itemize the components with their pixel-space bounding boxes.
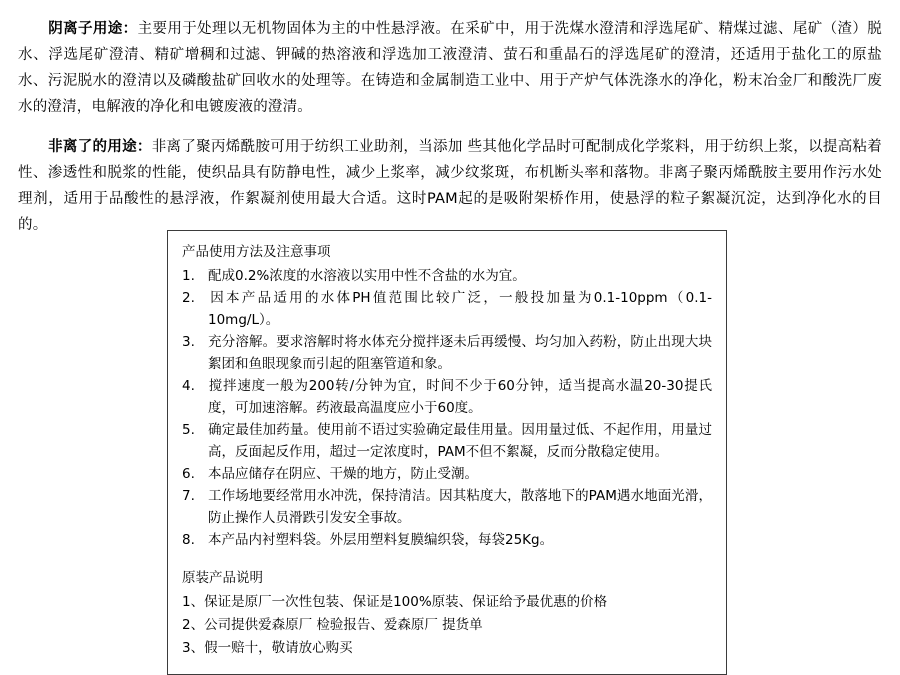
list-item-text: 本品应储存在阴应、干燥的地方，防止受潮。 (208, 466, 478, 482)
paragraph-anionic-lead: 阴离子用途： (48, 21, 138, 37)
list-item-number: 1. (182, 268, 195, 284)
list-item-text: 充分溶解。要求溶解时将水体充分搅拌逐未后再缓慢、均匀加入药粉，防止出现大块絮团和鱼眼现象而引起的阻塞管道和象。 (208, 334, 712, 372)
paragraph-nonionic-text: 非离了聚丙烯酰胺可用于纺织工业助剂，当添加 些其他化学品时可配制成化学浆料，用于纺织上浆，以提高粘着性、渗透性和脱浆的性能，使织品具有防静电性，减少上浆率，减少纹浆斑，布机断头率和落物。非离子聚丙烯酰胺主要用作污水处理剂，适用于品酸性的悬浮液，作絮凝剂使用最大合适。这时PAM起的是吸附架桥作用，使悬浮的粒子絮凝沉淀，达到净化水的目的。 (18, 139, 882, 233)
list-item-text: 因本产品适用的水体PH值范围比较广泛，一般投加量为0.1-10ppm（0.1-10mg/L）。 (208, 290, 712, 328)
list-item (182, 287, 712, 331)
list-item: 3、假一赔十，敬请放心购买 (182, 640, 353, 656)
original-product-notes (182, 591, 712, 660)
instructions-title: 产品使用方法及注意事项 (182, 244, 331, 260)
list-item-number: 8. (182, 532, 195, 548)
list-item-text: 本产品内衬塑料袋。外层用塑料复膜编织袋，每袋25Kg。 (208, 532, 554, 548)
list-item-text: 搅拌速度一般为200转/分钟为宜，时间不少于60分钟，适当提高水温20-30提氏度，可加速溶解。药液最高温度应小于60度。 (208, 378, 712, 416)
list-item-text: 工作场地要经常用水冲洗，保持清洁。因其粘度大，散落地下的PAM遇水地面光滑，防止操作人员滑跌引发安全事故。 (208, 488, 712, 526)
list-item (182, 463, 712, 485)
list-item (182, 529, 712, 551)
list-item-number: 6. (182, 466, 195, 482)
list-item-text: 确定最佳加药量。使用前不语过实验确定最佳用量。因用量过低、不起作用，用量过高，反面起反作用，超过一定浓度时，PAM不但不絮凝，反而分散稳定使用。 (208, 422, 712, 460)
list-item (182, 331, 712, 375)
instructions-box (167, 230, 727, 675)
list-item: 2、公司提供爱森原厂 检验报告、爱森原厂 提货单 (182, 617, 483, 633)
instructions-list (182, 265, 712, 551)
list-item-number: 2. (182, 290, 195, 306)
instructions-box-wrapper (167, 230, 727, 675)
paragraph-anionic-text: 主要用于处理以无机物固体为主的中性悬浮液。在采矿中，用于洗煤水澄清和浮选尾矿、精煤过滤、尾矿（渣）脱水、浮选尾矿澄清、精矿增稠和过滤、钾碱的热溶液和浮选加工液澄清、萤石和重晶石的浮选尾矿的澄清，还适用于盐化工的原盐水、污泥脱水的澄清以及磷酸盐矿回收水的处理等。在铸造和金属制造工业中、用于产炉气体洗涤水的净化，粉末冶金厂和酸洗厂废水的澄清，电解液的净化和电镀废液的澄清。 (18, 21, 883, 115)
paragraph-anionic (18, 16, 882, 120)
list-item-number: 7. (182, 488, 195, 504)
original-product-subtitle: 原装产品说明 (182, 570, 263, 586)
list-item (182, 485, 712, 529)
list-item (182, 375, 712, 419)
list-item (182, 419, 712, 463)
list-item (182, 265, 712, 287)
list-item-number: 4. (182, 378, 195, 394)
list-item-number: 5. (182, 422, 195, 438)
paragraph-nonionic-lead: 非离了的用途： (48, 139, 152, 155)
list-item-text: 配成0.2%浓度的水溶液以实用中性不含盐的水为宜。 (208, 268, 526, 284)
list-item: 1、保证是原厂一次性包装、保证是100%原装、保证给予最优惠的价格 (182, 594, 608, 610)
list-item-number: 3. (182, 334, 195, 350)
paragraph-nonionic (18, 134, 882, 238)
